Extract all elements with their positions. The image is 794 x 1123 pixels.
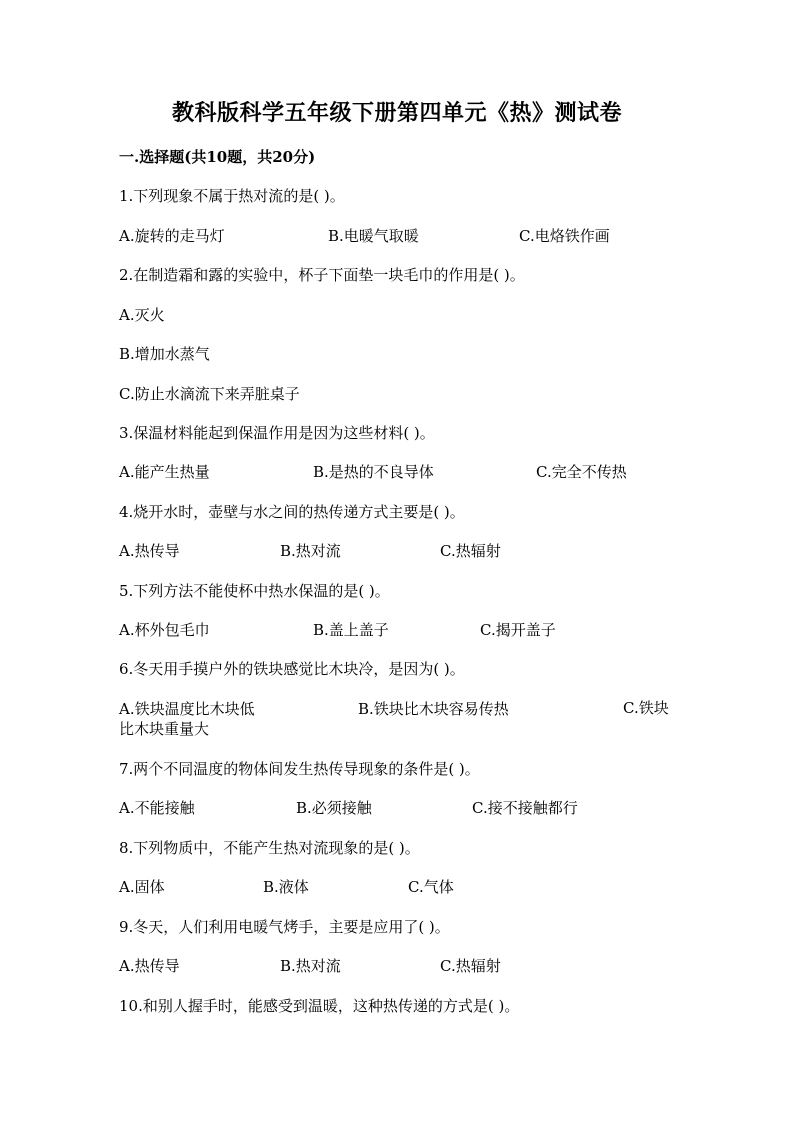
question-9-option-b[interactable]: B.热对流	[280, 957, 341, 975]
question-7-option-c[interactable]: C.接不接触都行	[472, 799, 578, 817]
question-3-option-a[interactable]: A.能产生热量	[119, 463, 210, 481]
question-4-option-a[interactable]: A.热传导	[119, 542, 180, 560]
question-7-option-b[interactable]: B.必须接触	[296, 799, 372, 817]
question-5-stem: 5.下列方法不能使杯中热水保温的是( )。	[119, 582, 390, 600]
section-heading: 一.选择题(共10题，共20分)	[119, 148, 316, 166]
question-3-option-b[interactable]: B.是热的不良导体	[313, 463, 434, 481]
question-9-option-c[interactable]: C.热辐射	[440, 957, 501, 975]
question-1-option-c[interactable]: C.电烙铁作画	[519, 227, 610, 245]
question-5-option-a[interactable]: A.杯外包毛巾	[119, 621, 210, 639]
question-3-option-c[interactable]: C.完全不传热	[536, 463, 627, 481]
question-4-stem: 4.烧开水时，壶壁与水之间的热传递方式主要是( )。	[119, 503, 465, 521]
question-5-option-c[interactable]: C.揭开盖子	[480, 621, 556, 639]
question-6-stem: 6.冬天用手摸户外的铁块感觉比木块冷，是因为( )。	[119, 660, 465, 678]
question-9-stem: 9.冬天，人们利用电暖气烤手，主要是应用了( )。	[119, 918, 450, 936]
question-8-stem: 8.下列物质中，不能产生热对流现象的是( )。	[119, 839, 420, 857]
question-1-stem: 1.下列现象不属于热对流的是( )。	[119, 187, 345, 205]
question-6-option-a[interactable]: A.铁块温度比木块低	[119, 700, 255, 718]
question-10-stem: 10.和别人握手时，能感受到温暖，这种热传递的方式是( )。	[119, 997, 520, 1015]
question-8-option-a[interactable]: A.固体	[119, 878, 165, 896]
question-8-option-b[interactable]: B.液体	[263, 878, 309, 896]
question-2-stem: 2.在制造霜和露的实验中，杯子下面垫一块毛巾的作用是( )。	[119, 266, 525, 284]
question-6-option-c[interactable]: C.铁块比木块重量大	[119, 699, 669, 738]
question-3-stem: 3.保温材料能起到保温作用是因为这些材料( )。	[119, 424, 435, 442]
page-title: 教科版科学五年级下册第四单元《热》测试卷	[171, 100, 622, 126]
question-7-option-a[interactable]: A.不能接触	[119, 799, 195, 817]
question-4-option-c[interactable]: C.热辐射	[440, 542, 501, 560]
question-5-option-b[interactable]: B.盖上盖子	[313, 621, 389, 639]
question-4-option-b[interactable]: B.热对流	[280, 542, 341, 560]
question-8-option-c[interactable]: C.气体	[408, 878, 454, 896]
question-9-option-a[interactable]: A.热传导	[119, 957, 180, 975]
question-1-option-b[interactable]: B.电暖气取暖	[328, 227, 419, 245]
question-7-stem: 7.两个不同温度的物体间发生热传导现象的条件是( )。	[119, 760, 480, 778]
question-2-option-c[interactable]: C.防止水滴流下来弄脏桌子	[119, 385, 300, 403]
question-2-option-b[interactable]: B.增加水蒸气	[119, 345, 210, 363]
question-2-option-a[interactable]: A.灭火	[119, 306, 165, 324]
question-1-option-a[interactable]: A.旋转的走马灯	[119, 227, 225, 245]
question-6-option-b[interactable]: B.铁块比木块容易传热	[358, 700, 509, 718]
